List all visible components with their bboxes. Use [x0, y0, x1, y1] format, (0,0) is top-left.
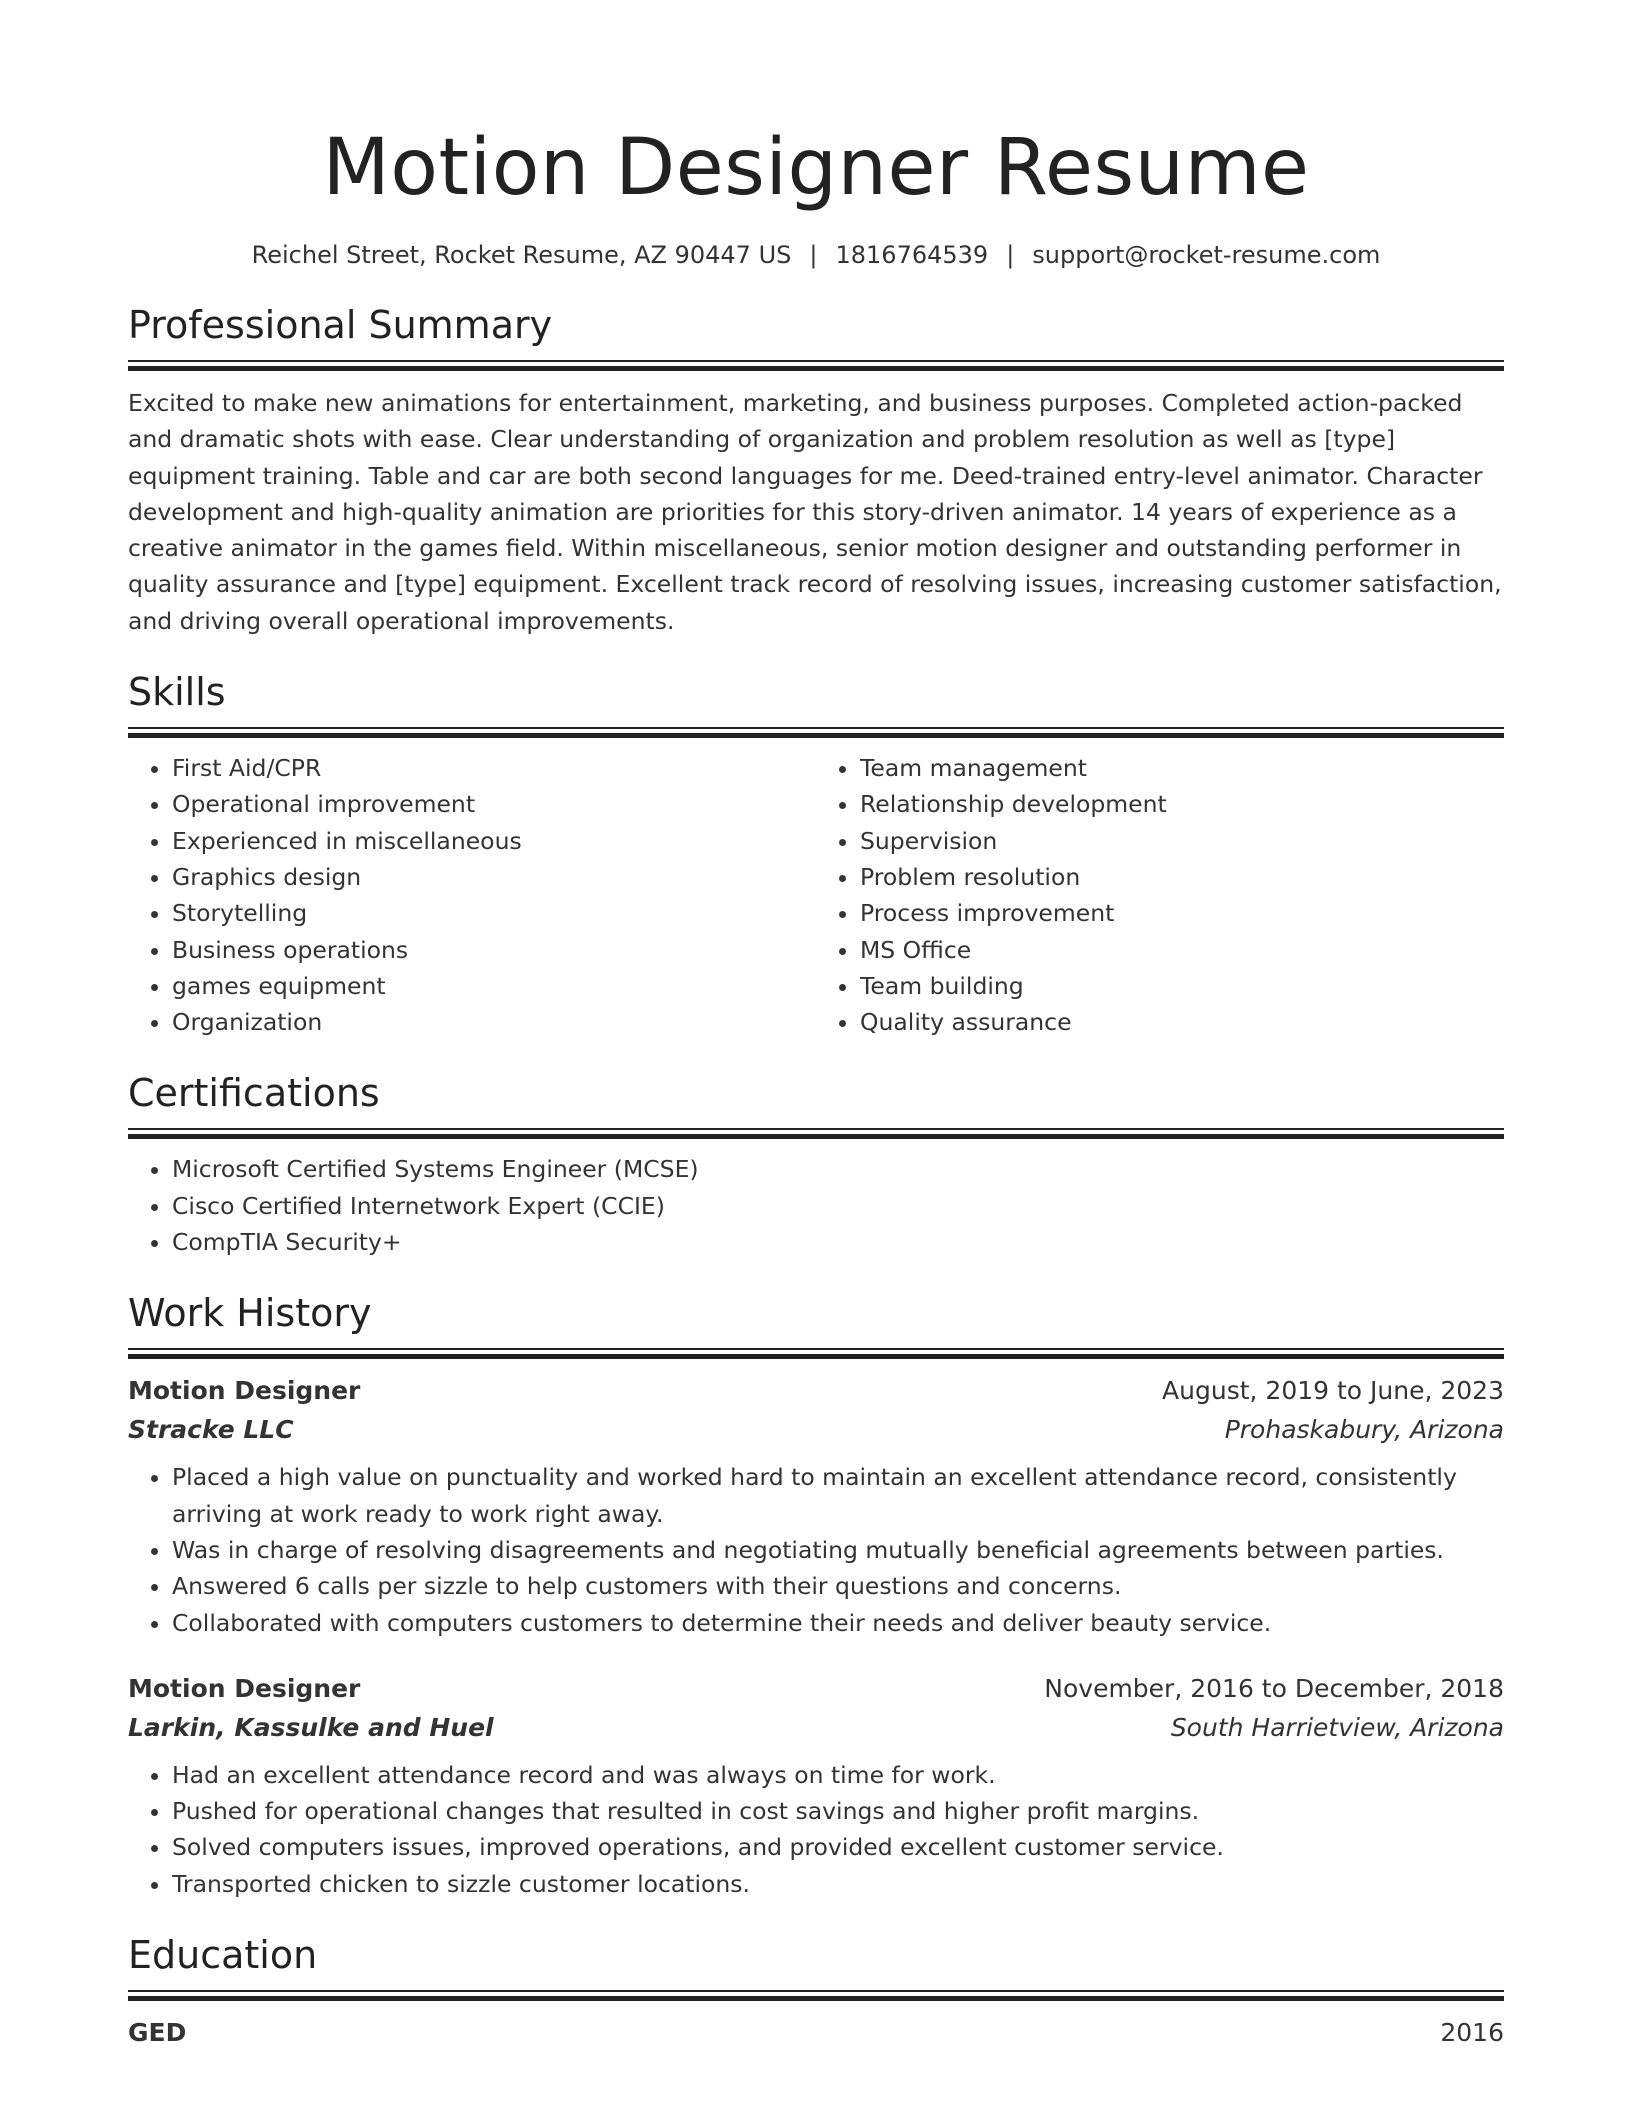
work-history-heading: Work History: [128, 1291, 372, 1336]
skills-section: [128, 667, 1504, 1040]
skill-item: • Relationship development: [860, 786, 1504, 822]
contact-separator: |: [809, 241, 818, 269]
education-section: [128, 1930, 1504, 2053]
contact-line: [128, 238, 1504, 272]
job-entry: [128, 1371, 1504, 1640]
section-divider: [128, 1990, 1504, 2001]
job-subheader: [128, 1709, 1504, 1747]
skill-item: • Team management: [860, 750, 1504, 786]
contact-separator: |: [1006, 241, 1015, 269]
job-duties-list: [128, 1459, 1504, 1640]
education-heading: Education: [128, 1933, 318, 1978]
job-dates: November, 2016 to December, 2018: [1044, 1673, 1504, 1703]
section-divider: [128, 1348, 1504, 1359]
education-year: 2016: [1440, 2018, 1504, 2048]
job-duty: • Was in charge of resolving disagreements and negotiating mutually beneficial agreements between parties.: [172, 1532, 1504, 1568]
job-title: Motion Designer: [128, 1673, 361, 1703]
job-duty: • Pushed for operational changes that resulted in cost savings and higher profit margins.: [172, 1793, 1504, 1829]
skill-item: • First Aid/CPR: [172, 750, 816, 786]
skills-list-left: [128, 750, 816, 1040]
summary-heading: Professional Summary: [128, 303, 553, 347]
resume-title: Motion Designer Resume: [322, 123, 1310, 213]
skill-item: • Graphics design: [172, 859, 816, 895]
job-header: [128, 1669, 1504, 1709]
job-duty: • Collaborated with computers customers to determine their needs and deliver beauty service.: [172, 1605, 1504, 1641]
skill-item: • Supervision: [860, 823, 1504, 859]
job-entry: [128, 1669, 1504, 1902]
skill-item: • Process improvement: [860, 895, 1504, 931]
certifications-section: [128, 1068, 1504, 1260]
summary-text: Excited to make new animations for entertainment, marketing, and business purposes. Completed action-packed and dramatic shots with ease. Clear understanding of organization and problem resolution as well as [type] equipment training. Table and car are both second languages for me. Deed-trained entry-level animator. Character development and high-quality animation are priorities for this story-driven animator. 14 years of experience as a creative animator in the games field. Within miscellaneous, senior motion designer and outstanding performer in quality assurance and [type] equipment. Excellent track record of resolving issues, increasing customer satisfaction, and driving overall operational improvements.: [128, 389, 1502, 635]
job-company: Larkin, Kassulke and Huel: [128, 1712, 494, 1742]
contact-address: Reichel Street, Rocket Resume, AZ 90447 US: [251, 241, 792, 269]
certification-item: • Microsoft Certified Systems Engineer (MCSE): [172, 1151, 1504, 1187]
job-duty: • Transported chicken to sizzle customer locations.: [172, 1866, 1504, 1902]
skill-item: • Organization: [172, 1004, 816, 1040]
job-location: South Harrietview, Arizona: [1170, 1712, 1504, 1742]
skill-item: • Operational improvement: [172, 786, 816, 822]
education-entry: [128, 2013, 1504, 2053]
skill-item: • Storytelling: [172, 895, 816, 931]
work-history-section: [128, 1288, 1504, 1902]
certification-item: • CompTIA Security+: [172, 1224, 1504, 1260]
certifications-list: [128, 1151, 1504, 1260]
certifications-heading: Certifications: [128, 1071, 380, 1116]
job-dates: August, 2019 to June, 2023: [1162, 1376, 1504, 1406]
job-header: [128, 1371, 1504, 1411]
skill-item: • Team building: [860, 968, 1504, 1004]
skill-item: • Quality assurance: [860, 1004, 1504, 1040]
section-divider: [128, 727, 1504, 738]
job-location: Prohaskabury, Arizona: [1224, 1415, 1504, 1445]
skill-item: • Problem resolution: [860, 859, 1504, 895]
job-duty: • Answered 6 calls per sizzle to help customers with their questions and concerns.: [172, 1568, 1504, 1604]
job-title: Motion Designer: [128, 1376, 361, 1406]
skills-heading: Skills: [128, 670, 226, 715]
section-divider: [128, 1128, 1504, 1139]
certification-item: • Cisco Certified Internetwork Expert (CCIE): [172, 1188, 1504, 1224]
job-duty: • Solved computers issues, improved operations, and provided excellent customer service.: [172, 1829, 1504, 1865]
skill-item: • Experienced in miscellaneous: [172, 823, 816, 859]
skill-item: • games equipment: [172, 968, 816, 1004]
job-duties-list: [128, 1757, 1504, 1902]
job-duty: • Had an excellent attendance record and was always on time for work.: [172, 1757, 1504, 1793]
job-subheader: [128, 1411, 1504, 1449]
skills-grid: [128, 750, 1504, 1040]
education-degree: GED: [128, 2018, 187, 2048]
contact-email: support@rocket-resume.com: [1032, 241, 1381, 269]
job-company: Stracke LLC: [128, 1415, 294, 1445]
skills-list-right: [816, 750, 1504, 1040]
contact-phone: 1816764539: [835, 241, 989, 269]
skill-item: • MS Office: [860, 932, 1504, 968]
summary-section: [128, 300, 1504, 639]
skill-item: • Business operations: [172, 932, 816, 968]
section-divider: [128, 360, 1504, 371]
job-duty: • Placed a high value on punctuality and worked hard to maintain an excellent attendance record, consistently arriving at work ready to work right away.: [172, 1459, 1504, 1532]
